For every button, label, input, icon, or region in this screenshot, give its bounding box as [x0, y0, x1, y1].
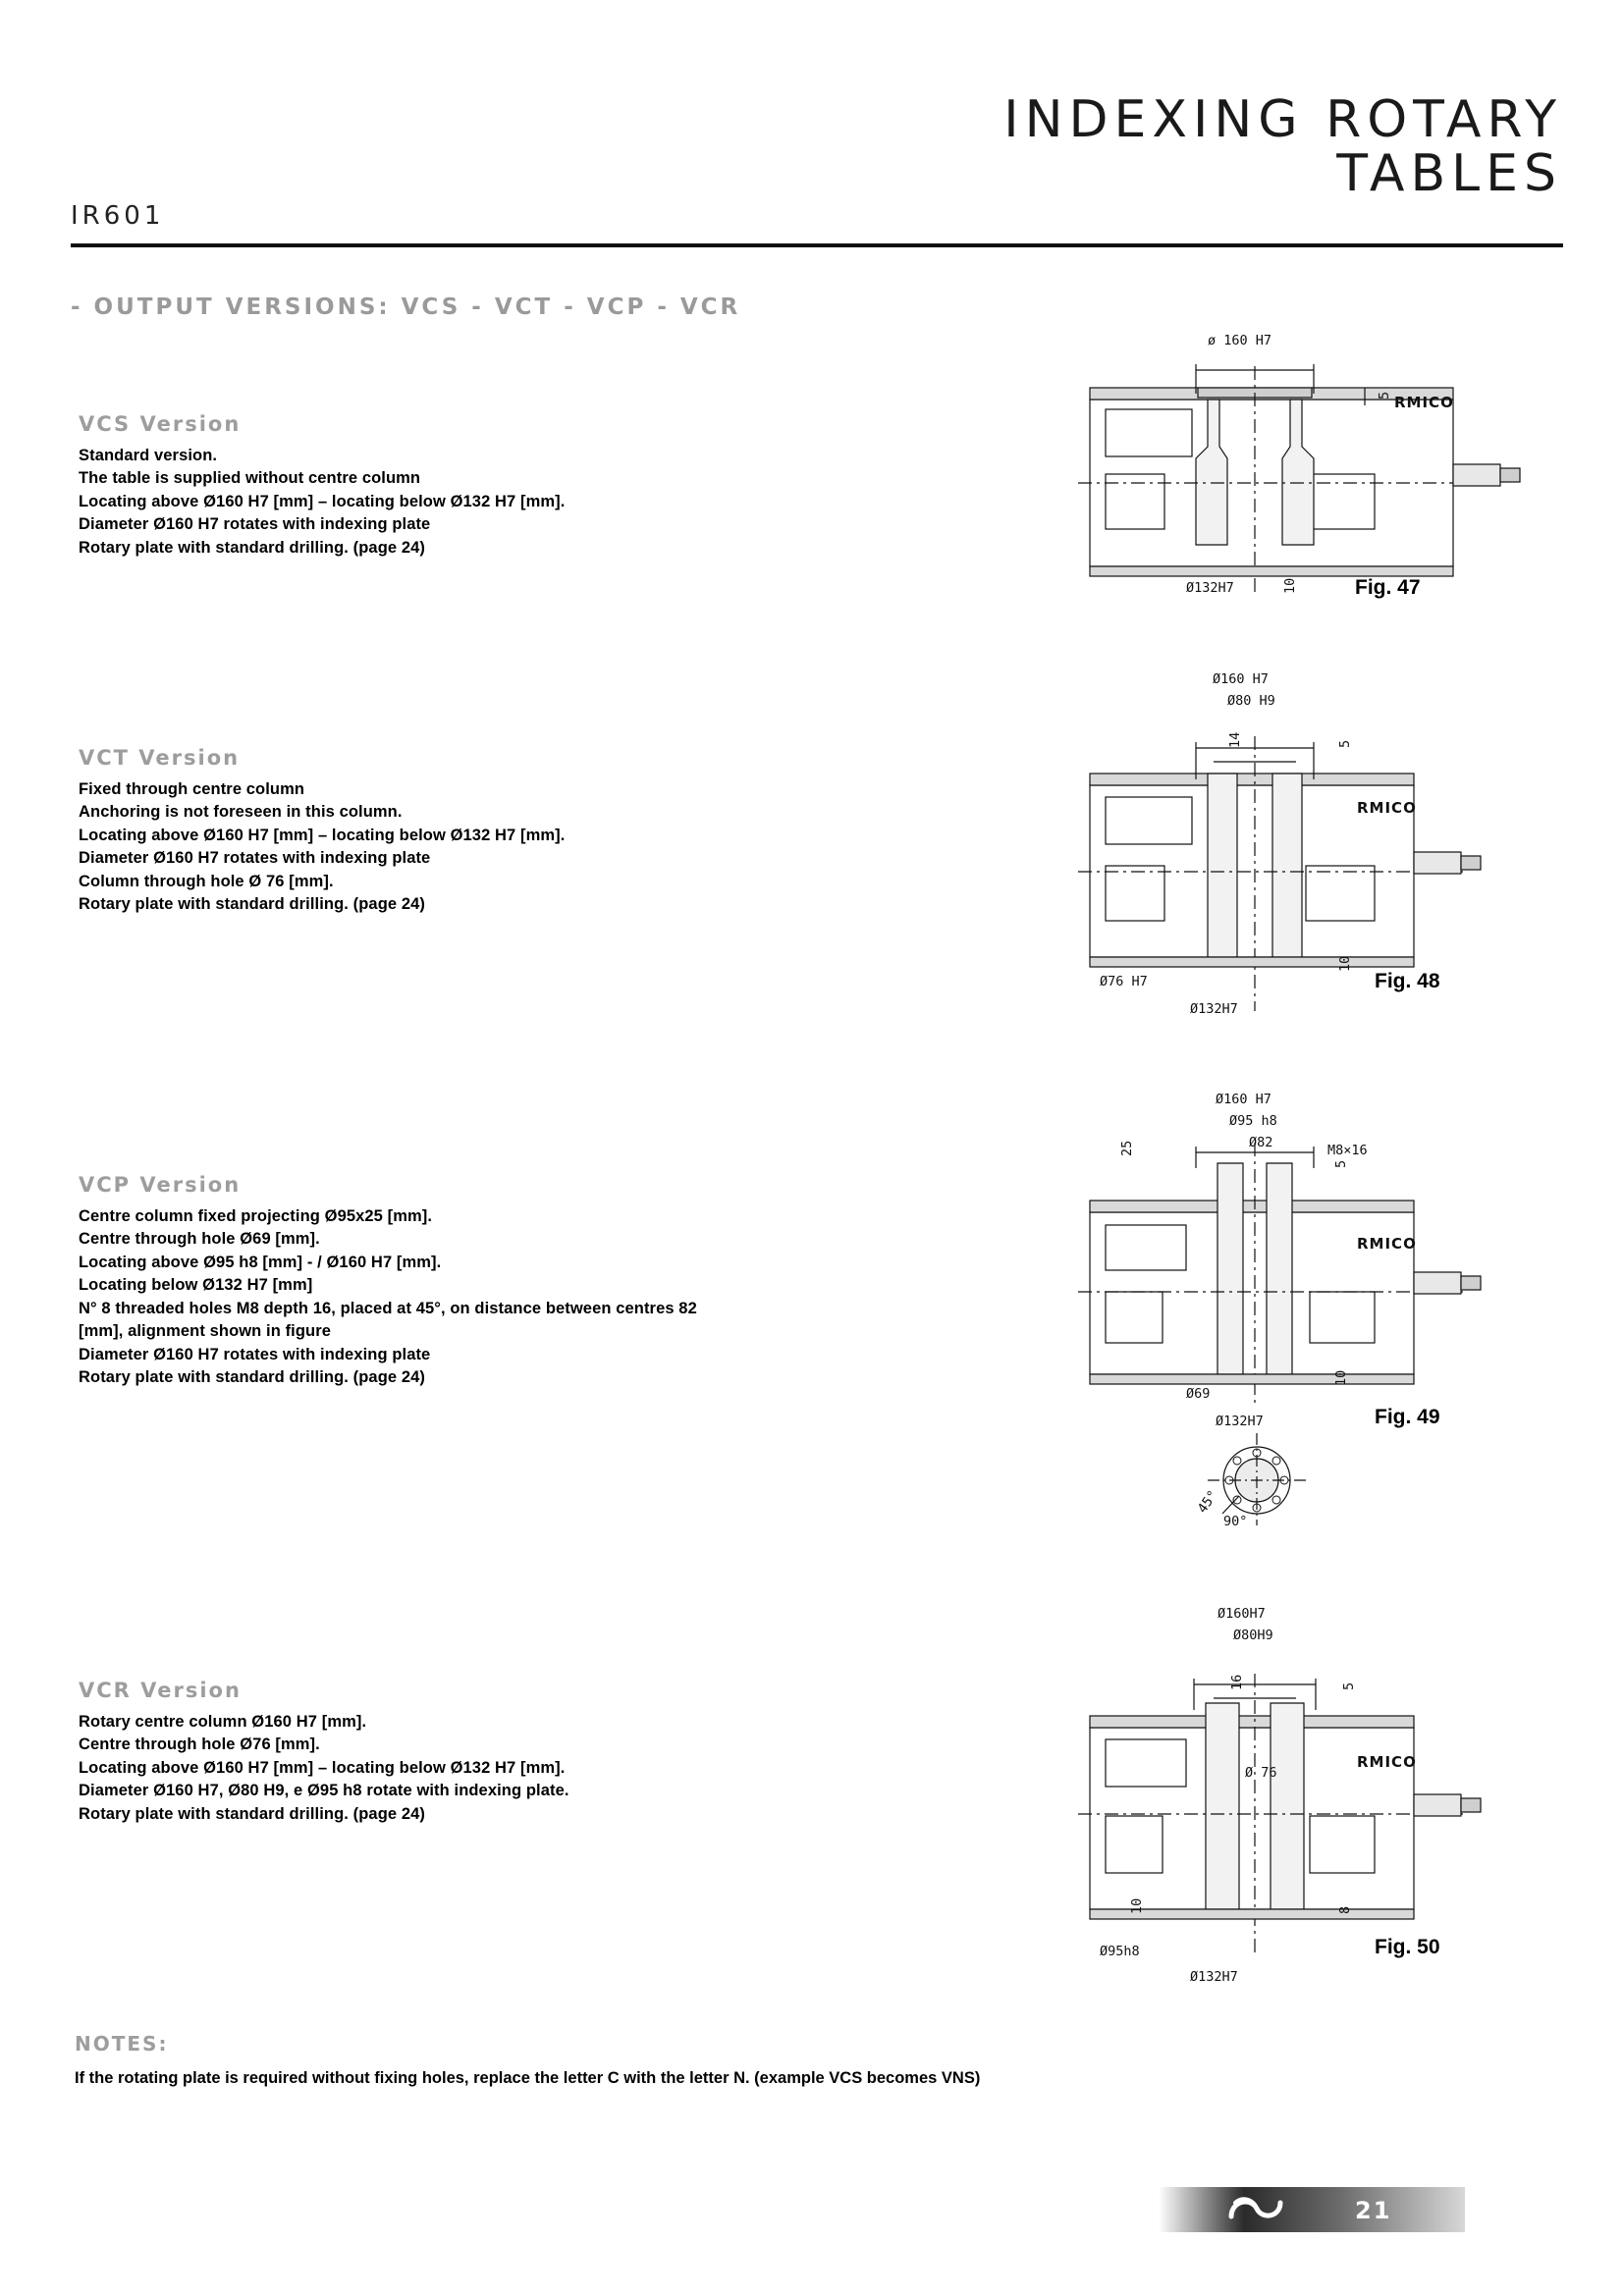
figure-48-dim-80: Ø80 H9: [1227, 693, 1275, 709]
version-line: Standard version.: [79, 447, 218, 464]
figure-49-dim-82: Ø82: [1249, 1135, 1273, 1150]
version-line: Centre column fixed projecting Ø95x25 [mm].: [79, 1207, 433, 1225]
figure-47-label: Fig. 47: [1355, 576, 1421, 599]
figure-50-dim-80: Ø80H9: [1233, 1628, 1273, 1643]
version-block-vcs: [79, 412, 1021, 560]
figure-50-label: Fig. 50: [1375, 1936, 1440, 1958]
figure-49-dim-69: Ø69: [1186, 1386, 1211, 1402]
figure-49-dim-5: 5: [1333, 1159, 1349, 1168]
version-line: Rotary plate with standard drilling. (page 24): [79, 895, 425, 914]
version-line: Locating below Ø132 H7 [mm]: [79, 1276, 313, 1295]
version-line: Column through hole Ø 76 [mm].: [79, 872, 334, 890]
version-line: Centre through hole Ø76 [mm].: [79, 1735, 320, 1754]
figure-47-drawing: [1070, 348, 1542, 648]
header-divider: [71, 243, 1563, 247]
figure-50-dim-76: Ø 76: [1245, 1765, 1277, 1781]
figure-49-drawing: [1070, 1109, 1542, 1531]
document-code: IR601: [71, 201, 165, 231]
svg-text:RMICO: RMICO: [1357, 799, 1417, 817]
figure-50-dim-160: Ø160H7: [1217, 1606, 1266, 1622]
version-line: Diameter Ø160 H7, Ø80 H9, e Ø95 h8 rotate with indexing plate.: [79, 1782, 569, 1800]
figure-49-dim-25: 25: [1119, 1140, 1135, 1156]
figure-48-dim-76: Ø76 H7: [1100, 974, 1148, 989]
figure-48-dim-160: Ø160 H7: [1213, 671, 1269, 687]
version-line: N° 8 threaded holes M8 depth 16, placed at 45°, on distance between centres 82: [79, 1299, 697, 1317]
figure-48-dim-5: 5: [1337, 739, 1353, 748]
notes-title: NOTES:: [75, 2032, 169, 2056]
version-line: Fixed through centre column: [79, 780, 305, 798]
version-line: Rotary plate with standard drilling. (page 24): [79, 1804, 425, 1823]
figure-48-dim-14: 14: [1227, 731, 1243, 748]
version-line: Diameter Ø160 H7 rotates with indexing plate: [79, 1345, 431, 1363]
figure-50-dim-95: Ø95h8: [1100, 1944, 1140, 1959]
version-line: Locating above Ø95 h8 [mm] - / Ø160 H7 [mm].: [79, 1253, 442, 1271]
version-line: Rotary plate with standard drilling. (page 24): [79, 538, 425, 557]
figure-50-drawing: [1070, 1620, 1542, 2032]
figure-48-drawing: [1070, 687, 1542, 1080]
page-number: 21: [1355, 2197, 1392, 2224]
figure-49: [1070, 1092, 1542, 1531]
version-line: Locating above Ø160 H7 [mm] – locating below Ø132 H7 [mm].: [79, 1758, 566, 1777]
figure-49-dim-10: 10: [1333, 1369, 1349, 1386]
figure-50: [1070, 1606, 1542, 2032]
figure-49-dim-90deg: 90°: [1223, 1514, 1248, 1529]
figure-48-dim-132: Ø132H7: [1190, 1001, 1238, 1017]
figure-50-dim-8: 8: [1337, 1905, 1353, 1914]
svg-text:RMICO: RMICO: [1394, 394, 1454, 411]
footer-bar: [1159, 2187, 1465, 2232]
figure-49-dim-160: Ø160 H7: [1216, 1092, 1271, 1107]
version-line: Diameter Ø160 H7 rotates with indexing plate: [79, 515, 431, 534]
figure-50-dim-132: Ø132H7: [1190, 1969, 1238, 1985]
version-title-vcr: VCR Version: [79, 1679, 242, 1702]
figure-49-dim-45deg: 45°: [1194, 1487, 1221, 1517]
svg-text:RMICO: RMICO: [1357, 1235, 1417, 1253]
version-line: Centre through hole Ø69 [mm].: [79, 1230, 320, 1249]
page-title: [1003, 90, 1562, 203]
figure-47-dim-bottom: Ø132H7: [1186, 580, 1234, 596]
version-title-vcs: VCS Version: [79, 412, 242, 436]
figure-47: [1070, 333, 1542, 648]
version-line: Rotary plate with standard drilling. (page 24): [79, 1367, 425, 1386]
figure-47-dim-top: ø 160 H7: [1208, 333, 1272, 348]
version-line: Rotary centre column Ø160 H7 [mm].: [79, 1713, 367, 1731]
figure-49-dim-m8: M8×16: [1327, 1143, 1368, 1158]
figure-48: [1070, 671, 1542, 1080]
version-line: Locating above Ø160 H7 [mm] – locating below Ø132 H7 [mm].: [79, 492, 566, 510]
version-line: Anchoring is not foreseen in this column.: [79, 803, 403, 822]
version-block-vcp: [79, 1173, 1021, 1389]
figure-50-dim-5: 5: [1341, 1682, 1357, 1690]
version-title-vct: VCT Version: [79, 746, 241, 770]
page-title-line2: TABLES: [1336, 143, 1562, 203]
version-line: Locating above Ø160 H7 [mm] – locating below Ø132 H7 [mm].: [79, 826, 566, 844]
svg-text:RMICO: RMICO: [1357, 1753, 1417, 1771]
figure-49-label: Fig. 49: [1375, 1406, 1440, 1428]
figure-49-dim-95: Ø95 h8: [1229, 1113, 1277, 1129]
page-title-line1: INDEXING ROTARY: [1003, 90, 1562, 149]
figure-48-dim-10: 10: [1337, 955, 1353, 972]
section-heading: - OUTPUT VERSIONS: VCS - VCT - VCP - VCR: [71, 294, 741, 320]
version-line: The table is supplied without centre column: [79, 469, 421, 488]
company-logo-icon: [1225, 2191, 1288, 2228]
version-line: Diameter Ø160 H7 rotates with indexing plate: [79, 849, 431, 868]
version-block-vcr: [79, 1679, 1021, 1826]
figure-50-dim-16: 16: [1229, 1674, 1245, 1690]
figure-47-dim-10: 10: [1282, 577, 1298, 594]
version-title-vcp: VCP Version: [79, 1173, 242, 1197]
figure-48-label: Fig. 48: [1375, 970, 1440, 992]
figure-49-dim-132: Ø132H7: [1216, 1414, 1264, 1429]
figure-47-dim-5: 5: [1377, 391, 1392, 400]
figure-50-dim-10: 10: [1129, 1897, 1145, 1914]
version-block-vct: [79, 746, 1021, 917]
notes-text: If the rotating plate is required without fixing holes, replace the letter C with the letter N. (example VCS becomes VNS): [75, 2069, 981, 2087]
version-line: [mm], alignment shown in figure: [79, 1322, 332, 1341]
